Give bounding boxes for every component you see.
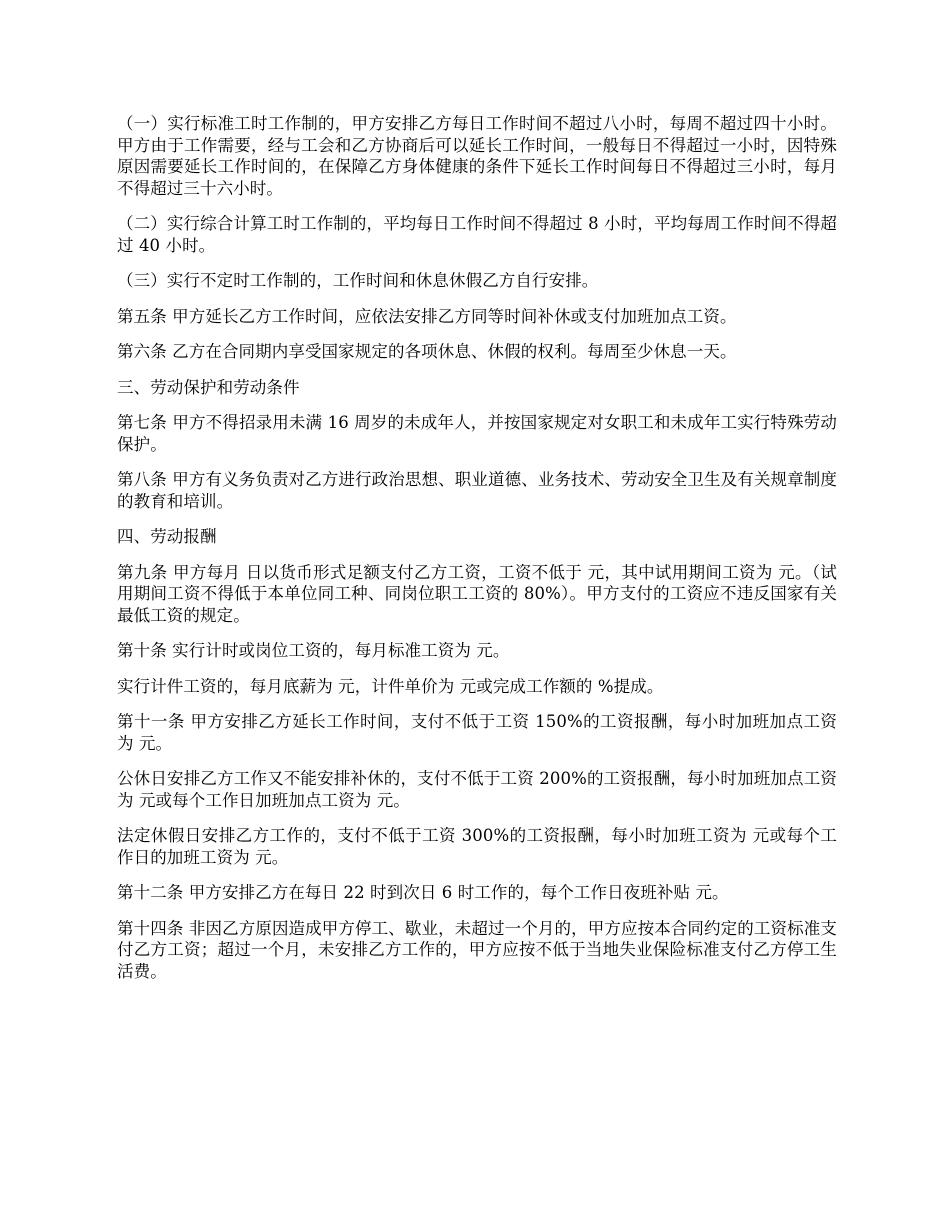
clause-flexible-hours: （三）实行不定时工作制的，工作时间和休息休假乙方自行安排。	[117, 271, 599, 290]
article-7: 第七条 甲方不得招录用未满 16 周岁的未成年人，并按国家规定对女职工和未成年工实行特殊劳动保护。	[117, 413, 837, 454]
article-12: 第十二条 甲方安排乙方在每日 22 时到次日 6 时工作的，每个工作日夜班补贴 元。	[117, 883, 729, 902]
document-page	[117, 113, 837, 996]
article-10: 第十条 实行计时或岗位工资的，每月标准工资为 元。	[117, 641, 510, 660]
clause-standard-hours: （一）实行标准工时工作制的，甲方安排乙方每日工作时间不超过八小时，每周不超过四十小时。甲方由于工作需要，经与工会和乙方协商后可以延长工作时间，一般每日不得超过一小时，因特殊原因需要延长工作时间的，在保障乙方身体健康的条件下延长工作时间每日不得超过三小时，每月不得超过三十六小时。	[117, 114, 837, 198]
clause-piecework-wage: 实行计件工资的，每月底薪为 元，计件单价为 元或完成工作额的 %提成。	[117, 676, 664, 696]
article-14: 第十四条 非因乙方原因造成甲方停工、歇业，未超过一个月的，甲方应按本合同约定的工资标准支付乙方工资；超过一个月，未安排乙方工作的，甲方应按不低于当地失业保险标准支付乙方停工生活费。	[117, 918, 837, 981]
clause-rest-day-overtime: 公休日安排乙方工作又不能安排补休的，支付不低于工资 200%的工资报酬，每小时加班加点工资为 元或每个工作日加班加点工资为 元。	[117, 769, 837, 810]
article-11: 第十一条 甲方安排乙方延长工作时间，支付不低于工资 150%的工资报酬，每小时加班加点工资为 元。	[117, 712, 837, 753]
section-heading-remuneration: 四、劳动报酬	[117, 527, 217, 546]
section-heading-labor-protection: 三、劳动保护和劳动条件	[117, 377, 300, 397]
article-8: 第八条 甲方有义务负责对乙方进行政治思想、职业道德、业务技术、劳动安全卫生及有关规章制度的教育和培训。	[117, 470, 837, 511]
clause-comprehensive-hours: （二）实行综合计算工时工作制的，平均每日工作时间不得超过 8 小时，平均每周工作时间不得超过 40 小时。	[117, 214, 837, 255]
article-9: 第九条 甲方每月 日以货币形式足额支付乙方工资，工资不低于 元，其中试用期间工资为 元。（试用期间工资不得低于本单位同工种、同岗位职工工资的 80%）。甲方支付的工资应不违反国家有关最低工资的规定。	[117, 562, 837, 625]
article-5: 第五条 甲方延长乙方工作时间，应依法安排乙方同等时间补休或支付加班加点工资。	[117, 306, 737, 326]
article-6: 第六条 乙方在合同期内享受国家规定的各项休息、休假的权利。每周至少休息一天。	[117, 342, 737, 361]
clause-holiday-overtime: 法定休假日安排乙方工作的，支付不低于工资 300%的工资报酬，每小时加班工资为 元或每个工作日的加班工资为 元。	[117, 826, 837, 867]
